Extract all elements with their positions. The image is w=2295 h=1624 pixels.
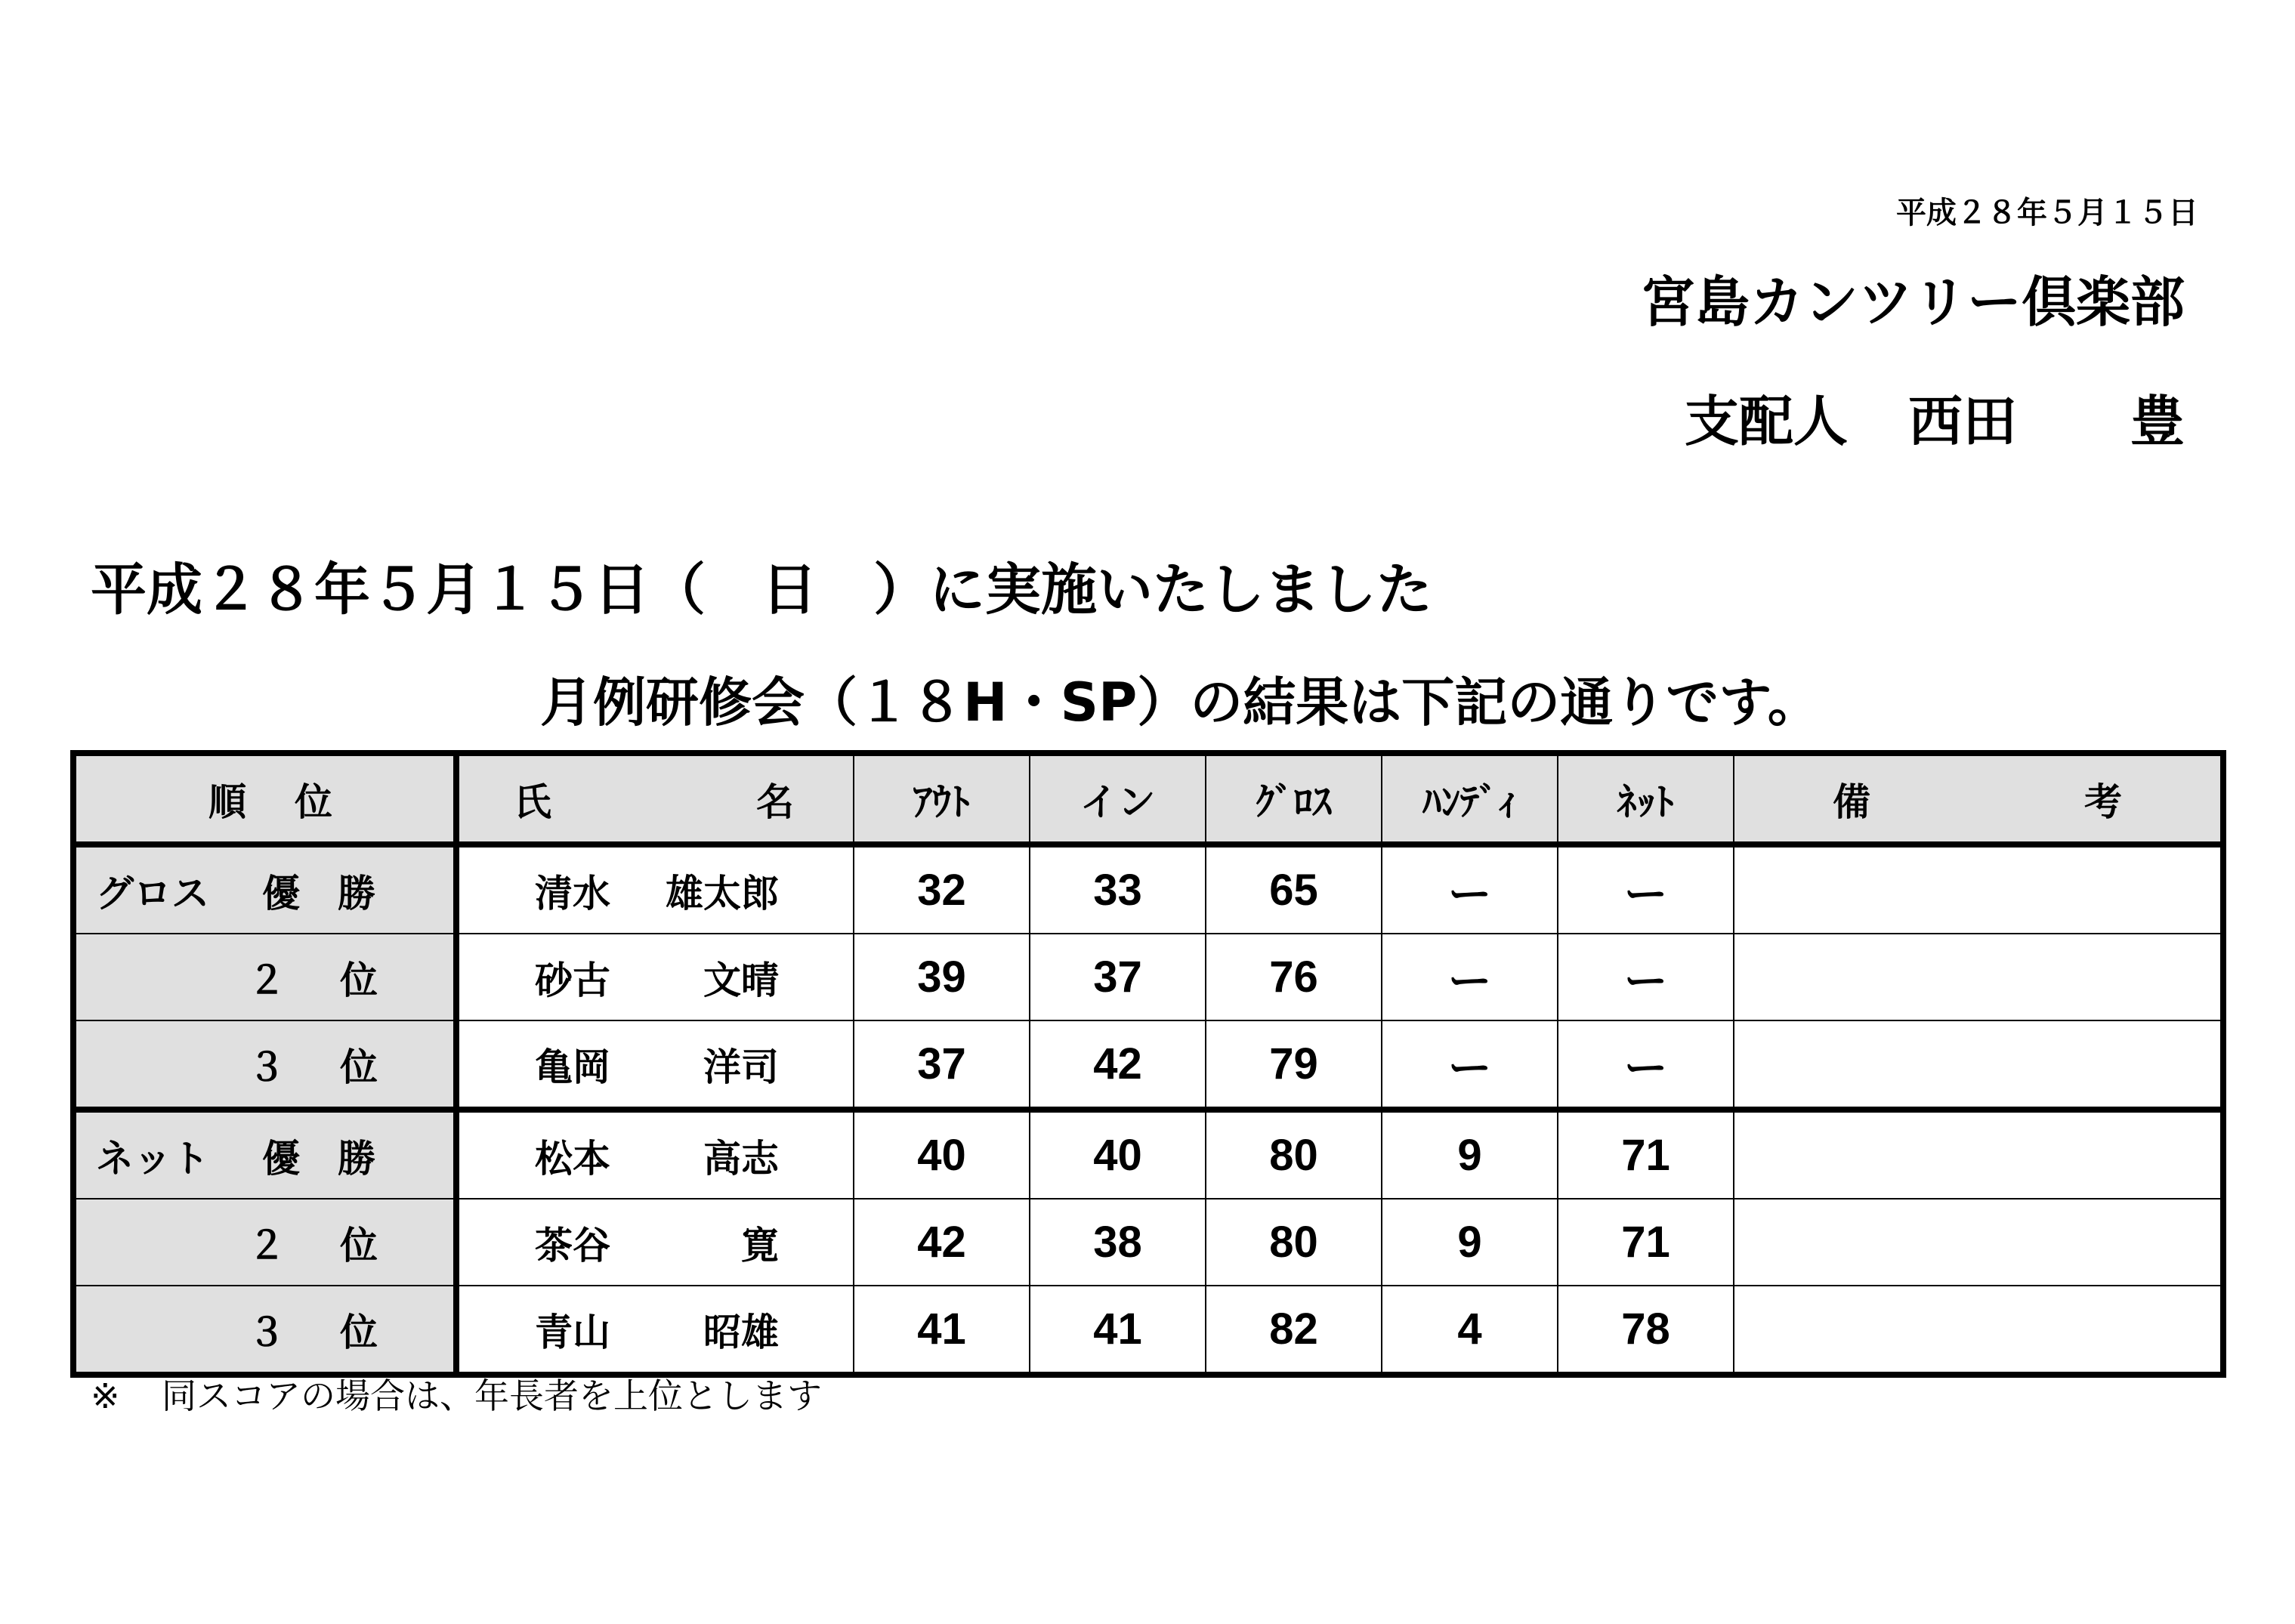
row-handicap: 9: [1382, 1110, 1558, 1199]
row-gross: 79: [1206, 1020, 1382, 1110]
row-name: [456, 934, 854, 1020]
row-in: 40: [1030, 1110, 1206, 1199]
table-row: [73, 844, 2223, 934]
manager-surname: 西田: [1907, 390, 2017, 453]
row-out: 41: [854, 1286, 1030, 1375]
row-in: 42: [1030, 1020, 1206, 1110]
header-out: ｱｳﾄ: [854, 753, 1030, 844]
row-rank: [73, 1199, 456, 1286]
header-net: ﾈｯﾄ: [1558, 753, 1734, 844]
row-rank: [73, 934, 456, 1020]
row-name: [456, 1286, 854, 1375]
row-in: 37: [1030, 934, 1206, 1020]
row-net: ー: [1558, 844, 1734, 934]
header-rank-b: 位: [295, 780, 332, 824]
row-net: 71: [1558, 1199, 1734, 1286]
row-out: 42: [854, 1199, 1030, 1286]
results-table: [70, 750, 2226, 1378]
row-name: [456, 1020, 854, 1110]
manager-title: 支配人: [1684, 390, 1848, 453]
table-row: [73, 1199, 2223, 1286]
player-given-name: 雄太郎: [666, 871, 779, 915]
row-out: 32: [854, 844, 1030, 934]
rank-label: ３: [248, 1045, 286, 1089]
header-handicap: ﾊﾝﾃﾞｨ: [1382, 753, 1558, 844]
row-name: [456, 1199, 854, 1286]
row-gross: 82: [1206, 1286, 1382, 1375]
row-rank: [73, 1110, 456, 1199]
row-note: [1734, 1199, 2223, 1286]
row-out: 37: [854, 1020, 1030, 1110]
header-name-a: 氏: [514, 780, 551, 824]
row-gross: 80: [1206, 1110, 1382, 1199]
row-in: 41: [1030, 1286, 1206, 1375]
row-handicap: ー: [1382, 1020, 1558, 1110]
player-surname: 砂古: [535, 958, 610, 1002]
header-note: [1734, 753, 2223, 844]
rank-place: 位: [340, 1310, 378, 1354]
header-rank-a: 順: [208, 780, 246, 824]
rank-place: 位: [340, 1045, 378, 1089]
table-row: [73, 1286, 2223, 1375]
table-row: [73, 1110, 2223, 1199]
row-note: [1734, 844, 2223, 934]
table-row: [73, 934, 2223, 1020]
rank-label: ２: [248, 1223, 286, 1267]
player-surname: 青山: [535, 1310, 610, 1354]
player-given-name: 高志: [703, 1136, 779, 1181]
intro-line-1: 平成２８年５月１５日（ 日 ）に実施いたしました: [91, 557, 1432, 622]
row-handicap: ー: [1382, 844, 1558, 934]
reference-mark-icon: ※: [91, 1375, 120, 1416]
player-surname: 亀岡: [535, 1045, 610, 1089]
row-net: 71: [1558, 1110, 1734, 1199]
row-gross: 76: [1206, 934, 1382, 1020]
row-handicap: ー: [1382, 934, 1558, 1020]
footnote-text: 同スコアの場合は、年長者を上位とします: [162, 1375, 822, 1416]
row-in: 33: [1030, 844, 1206, 934]
player-given-name: 洋司: [703, 1045, 779, 1089]
row-rank: [73, 844, 456, 934]
table-row: [73, 1020, 2223, 1110]
header-in: イン: [1030, 753, 1206, 844]
header-note-a: 備: [1833, 780, 1870, 824]
row-net: ー: [1558, 934, 1734, 1020]
club-name: 宮島カンツリー倶楽部: [1640, 270, 2185, 334]
row-in: 38: [1030, 1199, 1206, 1286]
row-handicap: 9: [1382, 1199, 1558, 1286]
manager-given-name: 豊: [2130, 390, 2185, 453]
row-note: [1734, 934, 2223, 1020]
document-date: 平成２８年５月１５日: [1896, 196, 2198, 230]
intro-line-2: 月例研修会（１８H・SP）の結果は下記の通りです。: [540, 672, 1821, 733]
header-name-b: 名: [756, 780, 794, 824]
rank-place: 優 勝: [262, 1136, 375, 1181]
rank-place: 位: [340, 1223, 378, 1267]
row-note: [1734, 1020, 2223, 1110]
row-handicap: 4: [1382, 1286, 1558, 1375]
rank-label: グロス: [96, 871, 209, 915]
manager-line: [1685, 378, 2185, 456]
row-net: 78: [1558, 1286, 1734, 1375]
row-name: [456, 844, 854, 934]
footnote: [91, 1369, 822, 1419]
player-given-name: 昭雄: [703, 1310, 779, 1354]
row-note: [1734, 1110, 2223, 1199]
player-surname: 茶谷: [535, 1223, 610, 1267]
row-rank: [73, 1286, 456, 1375]
rank-label: ネット: [96, 1136, 209, 1181]
rank-place: 位: [340, 958, 378, 1002]
row-net: ー: [1558, 1020, 1734, 1110]
player-surname: 松本: [535, 1136, 610, 1181]
row-note: [1734, 1286, 2223, 1375]
row-rank: [73, 1020, 456, 1110]
rank-label: ３: [248, 1310, 286, 1354]
row-out: 40: [854, 1110, 1030, 1199]
header-gross: ｸﾞﾛｽ: [1206, 753, 1382, 844]
player-given-name: 寛: [741, 1223, 779, 1267]
row-gross: 65: [1206, 844, 1382, 934]
header-rank: [73, 753, 456, 844]
player-surname: 清水: [535, 871, 610, 915]
table-header-row: [73, 753, 2223, 844]
rank-place: 優 勝: [262, 871, 375, 915]
header-name: [456, 753, 854, 844]
row-out: 39: [854, 934, 1030, 1020]
row-gross: 80: [1206, 1199, 1382, 1286]
header-note-b: 考: [2084, 780, 2122, 824]
player-given-name: 文晴: [703, 958, 779, 1002]
rank-label: ２: [248, 958, 286, 1002]
row-name: [456, 1110, 854, 1199]
